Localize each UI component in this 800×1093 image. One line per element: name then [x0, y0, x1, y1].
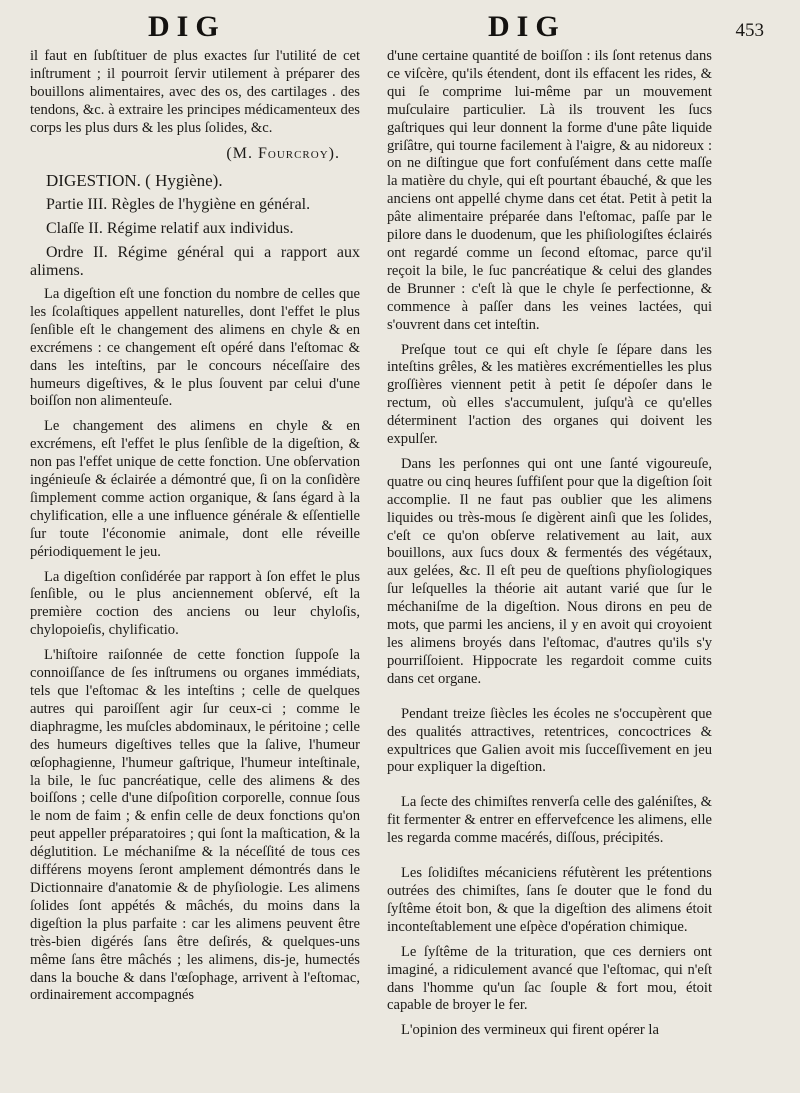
entry-heading: DIGESTION. ( Hygiène). — [46, 171, 223, 191]
paragraph: Preſque tout ce qui eſt chyle ſe ſépare dans les inteſtins grêles, & les matières excrémentielles les plus groſſières viennent petit à petit ſe dépoſer dans le rectum, où elles s'accumulent, juſqu'à ce qu'elles déterminent l'action des organes qui doivent les expulſer. — [387, 341, 712, 448]
paragraph: La digeſtion conſidérée par rapport à ſon effet le plus ſenſible, ou le plus anciennement obſervé, eſt la première coction des anciens ou leur chyloſis, chylopoieſis, chylificatio. — [30, 568, 360, 639]
page-number: 453 — [735, 20, 764, 41]
entry-partie: Partie III. Règles de l'hygiène en général. — [46, 196, 311, 214]
paragraph: Le changement des alimens en chyle & en excrémens, eſt l'effet le plus ſenſible de la digeſtion, & non pas l'effet unique de cette fonction. Une obſervation ingénieuſe & éclairée a démontré que, ſi on la conſidère ſimplement comme action organique, & ſans égard à la chylification, elle a une influence générale & eſſentielle ſur toute l'économie animale, dont elle réveille périodiquement le jeu. — [30, 418, 360, 560]
author-byline: (M. Fourcroy). — [226, 144, 340, 162]
page-header — [0, 0, 800, 48]
right-column — [387, 48, 712, 1047]
paragraph: Pendant treize ſiècles les écoles ne s'occupèrent que des qualités attractives, retentrices, concoctrices & expultrices que Galien avoit mis ſucceſſivement en jeu pour expliquer la digeſtion. — [387, 705, 712, 776]
paragraph: L'opinion des vermineux qui firent opérer la — [401, 1022, 659, 1039]
paragraph: Les ſolidiſtes mécaniciens réfutèrent les prétentions outrées des chimiſtes, ſans ſe douter que le fond du ſyſtême étoit bon, & que la digeſtion des alimens étoit inconteſtablement une eſpèce d'opération chimique. — [387, 865, 712, 935]
running-head-left: DIG — [148, 10, 226, 43]
entry-classe: Claſſe II. Régime relatif aux individus. — [46, 220, 294, 238]
spacer — [387, 855, 712, 865]
paragraph: La ſecte des chimiſtes renverſa celle des galéniſtes, & fit fermenter & entrer en effervefcence les alimens, elle les regarda comme macérés, diſſous, précipités. — [387, 794, 712, 847]
running-head-right: DIG — [488, 10, 566, 43]
paragraph: La digeſtion eſt une fonction du nombre de celles que les ſcolaſtiques appellent naturelles, dont l'effet le plus ſenſible eſt le changement des alimens en chyle & en excrémens : ce changement eſt opéré dans l'eſtomac & dans les inteſtins, par le concours néceſſaire des humeurs digeſtives, & le plus ſouvent par celui d'une boiſſon non alimenteuſe. — [30, 285, 360, 410]
paragraph: Le ſyſtême de la trituration, que ces derniers ont imaginé, a ridiculement avancé que l'eſtomac, qui n'eſt dans l'homme qu'un ſac ſouple & fort mou, étoit capable de broyer le fer. — [387, 943, 712, 1014]
paragraph: L'hiſtoire raiſonnée de cette fonction ſuppoſe la connoiſſance de ſes inſtrumens ou organes immédiats, tels que l'eſtomac & les inteſtins ; celle de quelques autres qui paroiſſent agir ſur ceux-ci ; comme le diaphragme, les muſcles abdominaux, le péritoine ; celle des humeurs digeſtives telles que la ſalive, l'humeur œſophagienne, l'humeur gaſtrique, l'humeur inteſtinale, la bile, le ſuc pancréatique, celle des alimens & des boiſſons ; celle d'une diſpoſition corporelle, connue ſous le nom de faim ; & enfin celle de deux fonctions qu'on peut appeller préparatoires ; qui ſont la maſtication, & la déglutition. Le méchaniſme & la néceſſité de tous ces différens moyens ſeront amplement démontrés dans le Dictionnaire d'anatomie & de phyſiologie. Les alimens ſolides ſont appétés & mâchés, du moins dans la digeſtion la plus parfaite : car les alimens peuvent être très-bien digérés ſans être deſirés, & quelques-uns même ſans être mâchés ; les alimens, dis-je, humectés dans la bouche & dans l'œſophage, arrivent à l'eſtomac, ordinairement accompagnés — [30, 647, 360, 1004]
paragraph: il faut en ſubſtituer de plus exactes ſur l'utilité de cet inſtrument ; il pourroit ſervir utilement à préparer des bouillons alimentaires, avec des os, des cartilages . des tendons, &c. à extraire les principes médicamenteux des corps les plus durs & les plus ſolides, &c. — [30, 48, 360, 136]
paragraph: d'une certaine quantité de boiſſon : ils ſont retenus dans ce viſcère, qu'ils étendent, dont ils effacent les rides, & qui ſe comprime lui-même par un mouvement muſculaire particulier. Là ils trouvent les ſucs gaſtriques qui leur donnent la forme d'une pâte liquide griſâtre, qui tourne facilement à l'aigre, & au nidoreux : on ne diſtingue que fort confuſément dans cette maſſe la matière du chyle, qui eſt pourtant ébauché, & que les anciens ont appellé chyme dans cet état. Petit à petit la pâte alimentaire préparée dans l'eſtomac, paſſe par le pilore dans le duodenum, que les phiſiologiſtes éclairés ont regardé comme un ſecond eſtomac, parce qu'il reçoit la bile, le ſuc pancréatique & celui des glandes de Brunner : c'eſt là que le chyle ſe perfectionne, & commence à paſſer dans les veines lactées, qui s'ouvrent dans cet inteſtin. — [387, 48, 712, 333]
spacer — [387, 784, 712, 794]
left-column — [30, 48, 360, 1012]
entry-ordre: Ordre II. Régime général qui a rapport aux alimens. — [30, 244, 360, 280]
paragraph: Dans les perſonnes qui ont une ſanté vigoureuſe, quatre ou cinq heures ſuffiſent pour que la digeſtion ſoit accomplie. Il ne faut pas oublier que les alimens liquides ou très-mous ſe digèrent ainſi que les ſolides, c'eſt ce qu'on obſerve relativement au lait, aux bouillons, aux ſucs doux & fermentés des végétaux, aux gelées, &c. Il eſt peu de queſtions phyſiologiques ſur leſquelles la théorie ait autant varié que ſur le méchaniſme de la digeſtion. Nous dirons en peu de mots, que parmi les anciens, il y en avoit qui croyoient les alimens broyés dans l'eſtomac, d'autres qu'ils s'y pourriſſoient. Hippocrate les regardoit comme cuits dans cet organe. — [387, 455, 712, 687]
spacer — [387, 696, 712, 706]
